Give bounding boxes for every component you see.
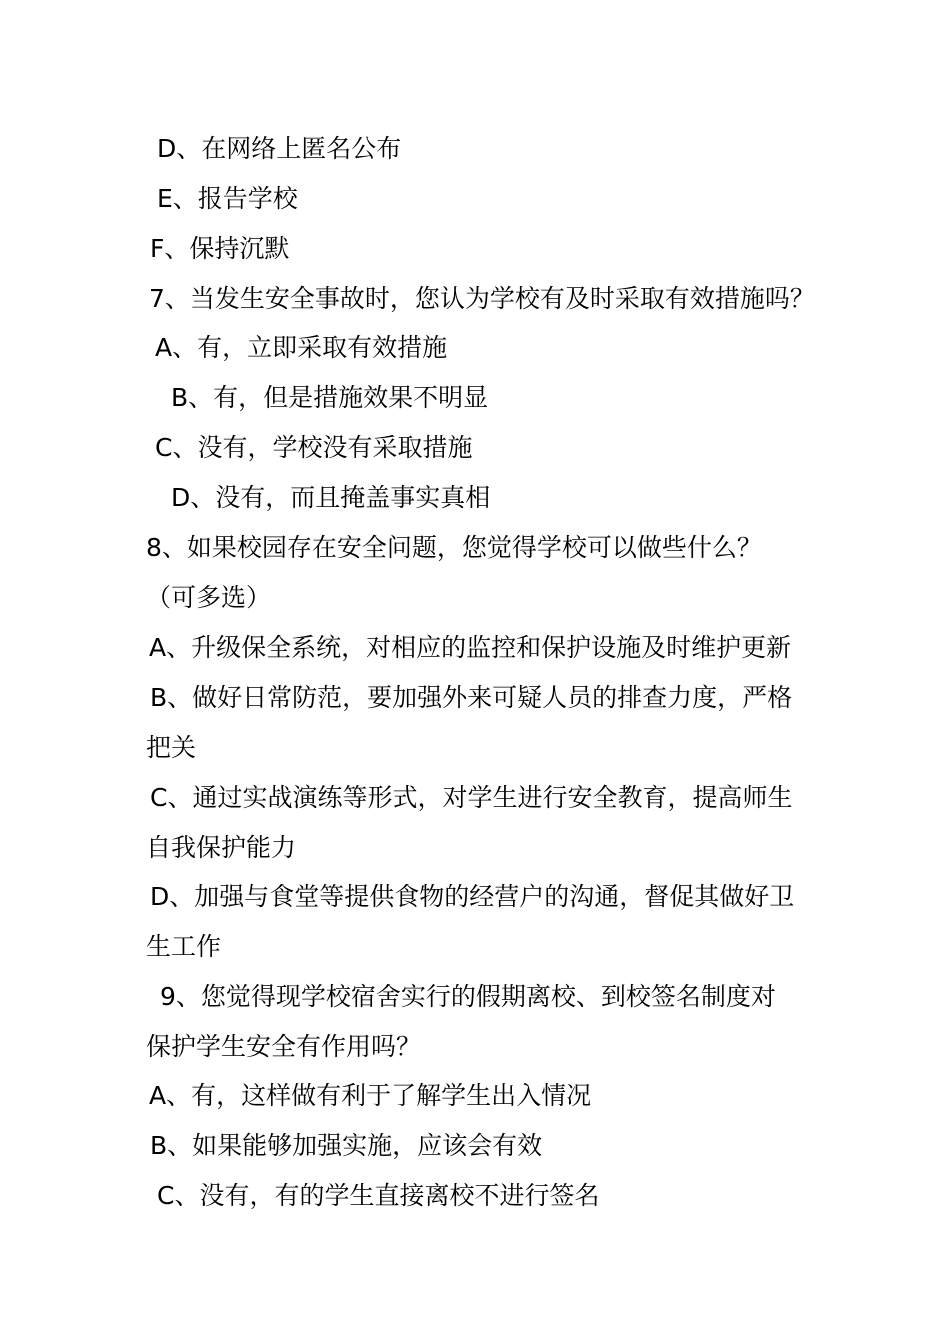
question-8: 8、如果校园存在安全问题，您觉得学校可以做些什么？ [146,533,762,562]
q7-option-a: A、有，立即采取有效措施 [155,333,448,362]
q7-option-c: C、没有，学校没有采取措施 [155,433,473,462]
q8-option-b-continued: 把关 [146,733,197,762]
option-f-keep-silent: F、保持沉默 [150,234,290,263]
q9-option-b: B、如果能够加强实施，应该会有效 [150,1131,543,1160]
q9-option-a: A、有，这样做有利于了解学生出入情况 [149,1081,592,1110]
q8-option-d: D、加强与食堂等提供食物的经营户的沟通，督促其做好卫 [150,882,795,911]
question-8-multi-select-note: （可多选） [146,583,272,612]
question-9: 9、您觉得现学校宿舍实行的假期离校、到校签名制度对 [160,982,776,1011]
q8-option-c: C、通过实战演练等形式，对学生进行安全教育，提高师生 [150,783,793,812]
q8-option-d-continued: 生工作 [146,932,222,961]
q7-option-d: D、没有，而且掩盖事实真相 [171,483,491,512]
q7-option-b: B、有，但是措施效果不明显 [171,383,489,412]
question-9-continued: 保护学生安全有作用吗？ [146,1032,422,1061]
q9-option-c: C、没有，有的学生直接离校不进行签名 [157,1181,600,1210]
question-7: 7、当发生安全事故时，您认为学校有及时采取有效措施吗？ [149,284,815,313]
q8-option-a: A、升级保全系统，对相应的监控和保护设施及时维护更新 [149,633,792,662]
q8-option-c-continued: 自我保护能力 [146,833,297,862]
option-e-report-school: E、报告学校 [157,184,298,213]
option-d-publish-online: D、在网络上匿名公布 [157,134,402,163]
q8-option-b: B、做好日常防范，要加强外来可疑人员的排查力度，严格 [150,683,793,712]
